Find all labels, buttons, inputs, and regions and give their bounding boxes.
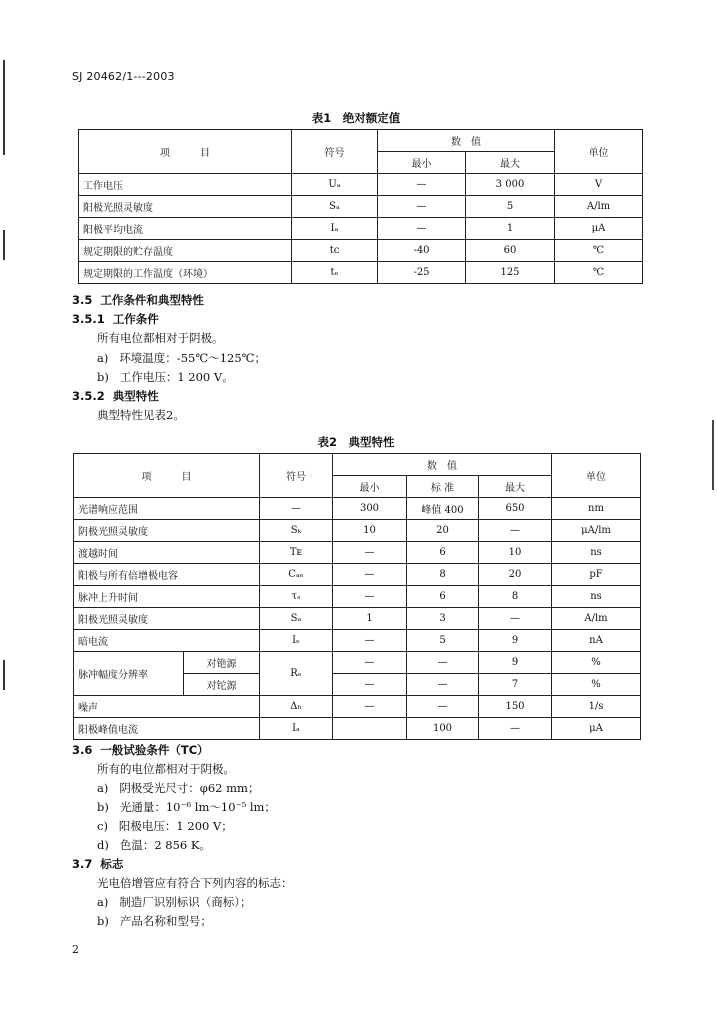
t2-min: — [333, 674, 407, 696]
list-text: 制造厂识别标识（商标）； [119, 895, 252, 909]
t2-max: — [479, 608, 552, 630]
list-item [97, 780, 259, 796]
t2-min: — [333, 542, 407, 564]
list-item [97, 369, 234, 385]
t2-min: — [333, 564, 407, 586]
t2-max: 9 [479, 630, 552, 652]
t2-typ: 8 [407, 564, 479, 586]
t2-max: — [479, 520, 552, 542]
t2-max: 10 [479, 542, 552, 564]
t2-unit: ns [552, 586, 641, 608]
list-text: 工作电压：1 200 V。 [119, 370, 234, 384]
table2 [73, 453, 641, 740]
paragraph: 所有的电位都相对于阴极。 [97, 762, 235, 776]
t2-item: 阳极光照灵敏度 [74, 608, 260, 630]
section-3-7-heading [72, 856, 123, 872]
table-row [79, 240, 643, 262]
t2-header-value: 数 值 [333, 454, 552, 476]
table1-title: 表1 绝对额定值 [311, 111, 401, 125]
t2-min [333, 718, 407, 740]
t1-unit: A/lm [555, 196, 643, 218]
t2-typ: — [407, 674, 479, 696]
section-title: 典型特性 [112, 389, 159, 403]
list-label: a) [97, 351, 109, 365]
table-row [74, 608, 641, 630]
section-number: 3.5.1 [72, 312, 105, 326]
t2-typ: 5 [407, 630, 479, 652]
list-text: 阳极电压：1 200 V； [118, 819, 233, 833]
t2-min: — [333, 586, 407, 608]
t1-symbol: tₑ [292, 262, 378, 284]
t2-symbol: Sₐ [260, 608, 333, 630]
table1 [78, 129, 643, 284]
section-3-5-heading [72, 292, 204, 308]
section-title: 标志 [100, 857, 124, 871]
t2-min: 300 [333, 498, 407, 520]
t2-unit: μA [552, 718, 641, 740]
t2-unit: pF [552, 564, 641, 586]
list-label: b) [97, 914, 109, 928]
list-label: b) [97, 370, 109, 384]
list-text: 产品名称和型号； [119, 914, 212, 928]
list-item [97, 894, 252, 910]
t1-symbol: Iₐ [292, 218, 378, 240]
t1-max: 1 [466, 218, 555, 240]
t2-item: 阳极与所有倍增极电容 [74, 564, 260, 586]
t1-symbol: tᴄ [292, 240, 378, 262]
t1-item: 阳极平均电流 [79, 218, 292, 240]
section-3-5-1-heading [72, 311, 159, 327]
table-row [79, 174, 643, 196]
scan-edge-line [712, 420, 714, 490]
table-row [74, 542, 641, 564]
section-title: 工作条件 [112, 312, 159, 326]
section-number: 3.7 [72, 857, 93, 871]
list-label: d) [97, 838, 109, 852]
t1-header-value: 数 值 [378, 130, 555, 152]
list-label: a) [97, 895, 109, 909]
t2-symbol: — [260, 498, 333, 520]
t1-unit: μA [555, 218, 643, 240]
list-label: b) [97, 800, 109, 814]
t1-max: 60 [466, 240, 555, 262]
t1-header-item: 项 目 [79, 130, 292, 174]
t2-symbol: Tᴇ [260, 542, 333, 564]
t2-header-typ: 标 准 [407, 476, 479, 498]
t2-max: 8 [479, 586, 552, 608]
t1-header-symbol: 符号 [292, 130, 378, 174]
t1-item: 规定期限的贮存温度 [79, 240, 292, 262]
table-row [74, 520, 641, 542]
table-row [74, 564, 641, 586]
t2-typ: 100 [407, 718, 479, 740]
table-row [79, 218, 643, 240]
paragraph: 典型特性见表2。 [97, 408, 185, 422]
t2-min: — [333, 630, 407, 652]
t2-unit: % [552, 652, 641, 674]
table-row [74, 586, 641, 608]
page-number: 2 [72, 943, 79, 956]
t2-min: 10 [333, 520, 407, 542]
t2-typ: 峰值 400 [407, 498, 479, 520]
t2-pulse-item: 脉冲幅度分辨率 [74, 652, 184, 696]
list-label: c) [97, 819, 108, 833]
table-row [79, 262, 643, 284]
paragraph: 光电倍增管应有符合下列内容的标志： [97, 876, 293, 890]
paragraph: 所有电位都相对于阴极。 [97, 331, 224, 345]
t1-header-max: 最大 [466, 152, 555, 174]
list-label: a) [97, 781, 109, 795]
list-item [97, 818, 233, 834]
t2-header-min: 最小 [333, 476, 407, 498]
t2-header-unit: 单位 [552, 454, 641, 498]
section-3-6-heading [72, 742, 209, 758]
t2-unit: ns [552, 542, 641, 564]
t2-item: 渡越时间 [74, 542, 260, 564]
t2-max: — [479, 718, 552, 740]
t1-max: 5 [466, 196, 555, 218]
table-row [74, 630, 641, 652]
section-title: 一般试验条件（TC） [100, 743, 209, 757]
t1-max: 125 [466, 262, 555, 284]
t2-pulse-symbol: Rₑ [260, 652, 333, 696]
list-item [97, 837, 211, 853]
t2-item: 暗电流 [74, 630, 260, 652]
list-item [97, 913, 212, 929]
section-number: 3.5 [72, 293, 93, 307]
t2-max: 150 [479, 696, 552, 718]
t1-unit: ℃ [555, 240, 643, 262]
t2-typ: 3 [407, 608, 479, 630]
t2-item: 光谱响应范围 [74, 498, 260, 520]
standard-code: SJ 20462/1---2003 [72, 70, 175, 83]
list-item [97, 799, 276, 815]
t1-min: — [378, 174, 466, 196]
t2-symbol: Δₕ [260, 696, 333, 718]
t2-symbol: Iₐ [260, 718, 333, 740]
t2-symbol: Sₖ [260, 520, 333, 542]
t1-max: 3 000 [466, 174, 555, 196]
t2-header-symbol: 符号 [260, 454, 333, 498]
list-text: 阴极受光尺寸：φ62 mm； [119, 781, 260, 795]
t2-min: — [333, 652, 407, 674]
t1-min: — [378, 196, 466, 218]
t1-unit: ℃ [555, 262, 643, 284]
t2-symbol: Iₑ [260, 630, 333, 652]
table-row [79, 196, 643, 218]
section-title: 工作条件和典型特性 [100, 293, 204, 307]
t2-unit: nA [552, 630, 641, 652]
t2-min: 1 [333, 608, 407, 630]
t2-symbol: Cₐₑ [260, 564, 333, 586]
t1-unit: V [555, 174, 643, 196]
t1-item: 工作电压 [79, 174, 292, 196]
t2-header-max: 最大 [479, 476, 552, 498]
t2-item: 阳极峰值电流 [74, 718, 260, 740]
t2-unit: 1/s [552, 696, 641, 718]
t2-typ: 20 [407, 520, 479, 542]
t2-unit: nm [552, 498, 641, 520]
t2-item: 脉冲上升时间 [74, 586, 260, 608]
t1-symbol: Uₐ [292, 174, 378, 196]
t2-header-item: 项 目 [74, 454, 260, 498]
t2-typ: 6 [407, 542, 479, 564]
t1-min: -25 [378, 262, 466, 284]
t2-item: 阴极光照灵敏度 [74, 520, 260, 542]
table-row [74, 718, 641, 740]
t2-min: — [333, 696, 407, 718]
scan-edge-line [3, 230, 5, 260]
t1-min: -40 [378, 240, 466, 262]
t2-max: 20 [479, 564, 552, 586]
t2-max: 7 [479, 674, 552, 696]
t2-pulse-sub-label: 对铊源 [184, 674, 260, 696]
t2-unit: % [552, 674, 641, 696]
t2-unit: μA/lm [552, 520, 641, 542]
table-row [74, 696, 641, 718]
t1-header-unit: 单位 [555, 130, 643, 174]
table2-title: 表2 典型特性 [317, 435, 395, 449]
table-row [74, 498, 641, 520]
t1-header-min: 最小 [378, 152, 466, 174]
t2-unit: A/lm [552, 608, 641, 630]
t2-symbol: τₛ [260, 586, 333, 608]
table-row [74, 652, 641, 674]
t1-min: — [378, 218, 466, 240]
t2-max: 650 [479, 498, 552, 520]
t2-typ: 6 [407, 586, 479, 608]
section-3-5-2-heading [72, 388, 159, 404]
section-number: 3.6 [72, 743, 93, 757]
list-item [97, 350, 266, 366]
t1-item: 阳极光照灵敏度 [79, 196, 292, 218]
list-text: 环境温度：-55℃～125℃； [119, 351, 267, 365]
scan-edge-line [3, 660, 5, 690]
t2-item: 噪声 [74, 696, 260, 718]
section-number: 3.5.2 [72, 389, 105, 403]
list-text: 色温：2 856 K。 [119, 838, 211, 852]
scan-edge-line [3, 60, 5, 155]
t2-typ: — [407, 652, 479, 674]
t1-symbol: Sₐ [292, 196, 378, 218]
t2-typ: — [407, 696, 479, 718]
t2-pulse-sub-label: 对铯源 [184, 652, 260, 674]
list-text: 光通量：10⁻⁶ lm～10⁻⁵ lm； [119, 800, 276, 814]
t2-max: 9 [479, 652, 552, 674]
t1-item: 规定期限的工作温度（环境） [79, 262, 292, 284]
